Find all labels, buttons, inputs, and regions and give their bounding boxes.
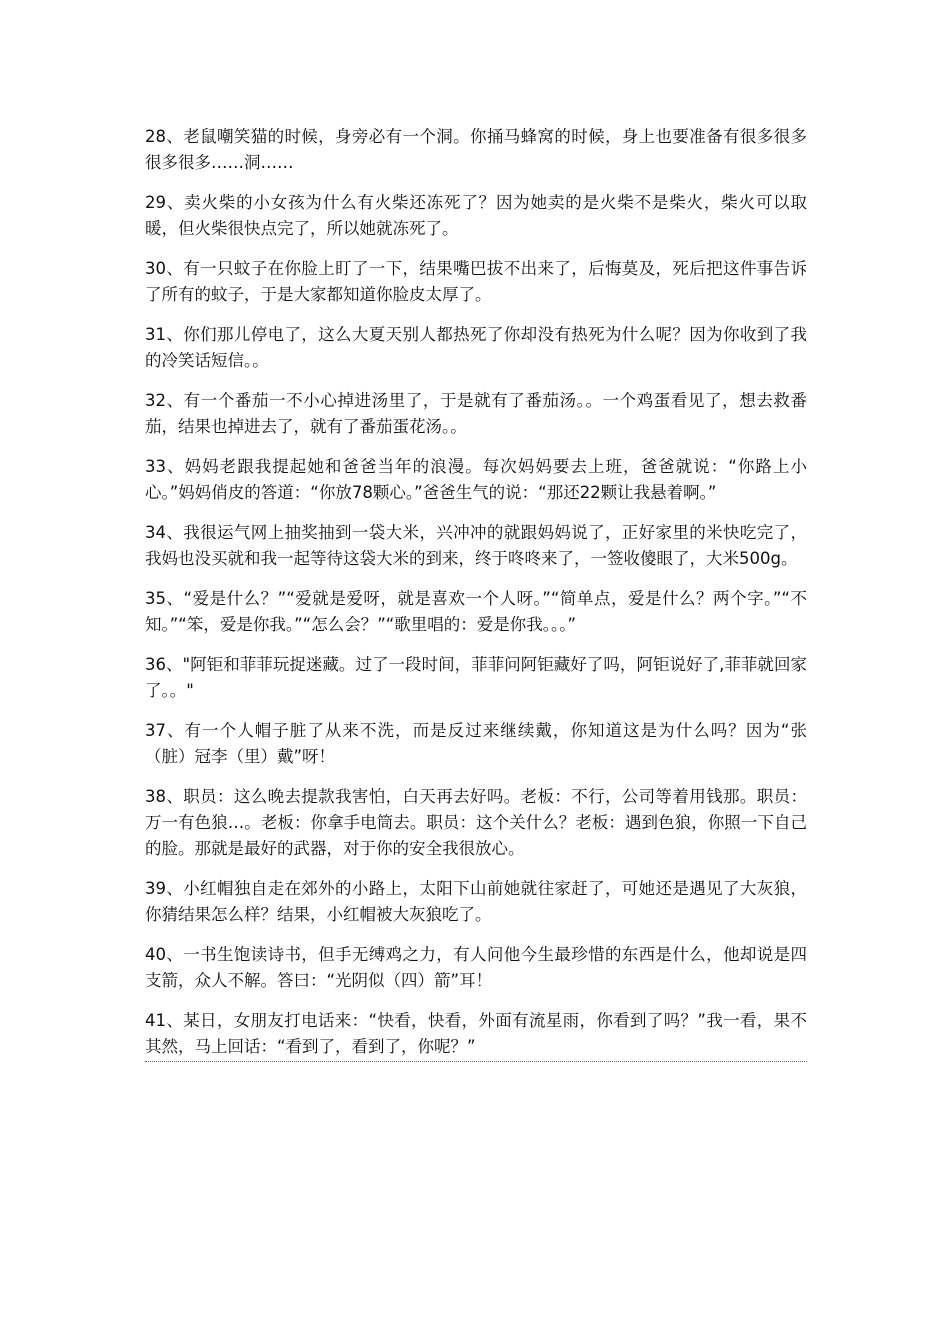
joke-paragraph-37: 37、有一个人帽子脏了从来不洗，而是反过来继续戴，你知道这是为什么吗？因为“张（脏）冠李（里）戴”呀！	[145, 721, 807, 766]
joke-paragraph-31: 31、你们那儿停电了，这么大夏天别人都热死了你却没有热死为什么呢？因为你收到了我的冷笑话短信。。	[145, 325, 807, 370]
joke-paragraph-33: 33、妈妈老跟我提起她和爸爸当年的浪漫。每次妈妈要去上班，爸爸就说：“你路上小心。”妈妈俏皮的答道：“你放78颗心。”爸爸生气的说：“那还22颗让我悬着啊。”	[145, 457, 807, 502]
joke-paragraph-29: 29、卖火柴的小女孩为什么有火柴还冻死了？因为她卖的是火柴不是柴火，柴火可以取暖，但火柴很快点完了，所以她就冻死了。	[145, 193, 807, 238]
joke-paragraph-30: 30、有一只蚊子在你脸上盯了一下，结果嘴巴拔不出来了，后悔莫及，死后把这件事告诉了所有的蚊子，于是大家都知道你脸皮太厚了。	[145, 259, 807, 304]
joke-paragraph-40: 40、一书生饱读诗书，但手无缚鸡之力，有人问他今生最珍惜的东西是什么，他却说是四支箭，众人不解。答曰：“光阴似（四）箭”耳！	[145, 945, 807, 990]
joke-paragraph-39: 39、小红帽独自走在郊外的小路上，太阳下山前她就往家赶了，可她还是遇见了大灰狼，你猜结果怎么样？结果，小红帽被大灰狼吃了。	[145, 879, 807, 924]
joke-paragraph-36: 36、"阿钜和菲菲玩捉迷藏。过了一段时间，菲菲问阿钜藏好了吗，阿钜说好了,菲菲就回家了。。"	[145, 655, 807, 700]
joke-paragraph-41: 41、某日，女朋友打电话来：“快看，快看，外面有流星雨，你看到了吗？”我一看，果不其然，马上回话：“看到了，看到了，你呢？”	[145, 1008, 807, 1062]
joke-paragraph-32: 32、有一个番茄一不小心掉进汤里了，于是就有了番茄汤。。一个鸡蛋看见了，想去救番茄，结果也掉进去了，就有了番茄蛋花汤。。	[145, 391, 807, 436]
joke-paragraph-35: 35、“爱是什么？”“爱就是爱呀，就是喜欢一个人呀。”“简单点，爱是什么？两个字。”“不知。”“笨，爱是你我。”“怎么会？”“歌里唱的：爱是你我。。。”	[145, 589, 807, 634]
joke-paragraph-34: 34、我很运气网上抽奖抽到一袋大米，兴冲冲的就跟妈妈说了，正好家里的米快吃完了，我妈也没买就和我一起等待这袋大米的到来，终于咚咚来了，一签收傻眼了，大米500g。	[145, 523, 807, 568]
joke-paragraph-28: 28、老鼠嘲笑猫的时候，身旁必有一个洞。你捅马蜂窝的时候，身上也要准备有很多很多很多很多……洞……	[145, 127, 807, 172]
joke-paragraph-38: 38、职员：这么晚去提款我害怕，白天再去好吗。老板：不行，公司等着用钱那。职员：万一有色狼…。老板：你拿手电筒去。职员：这个关什么？老板：遇到色狼，你照一下自己的脸。那就是最好的武器，对于你的安全我很放心。	[145, 787, 807, 858]
document-body	[145, 124, 807, 1062]
